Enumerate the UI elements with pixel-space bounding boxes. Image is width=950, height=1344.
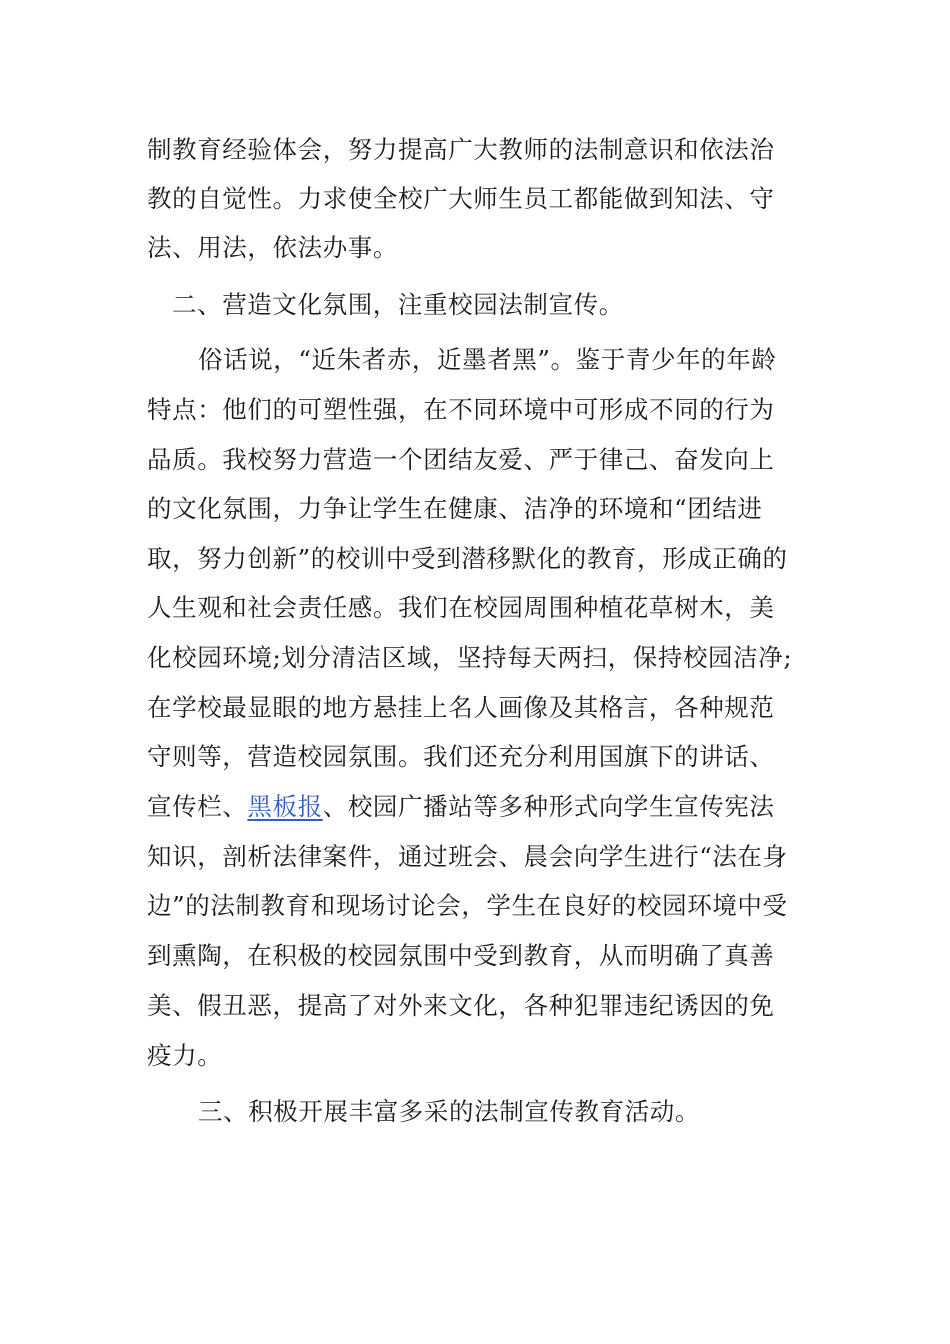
paragraph-2-line [147,691,775,725]
paragraph-2-line [147,790,775,824]
text-segment: 知识，剖析法律案件，通过班会、晨会向学生进行“法在身 [147,842,788,871]
paragraph-2-line [147,591,775,625]
paragraph-2-line [147,840,788,874]
paragraph-1-line [147,133,775,167]
paragraph-2-line [147,393,775,427]
text-segment: 到熏陶，在积极的校园氛围中受到教育，从而明确了真善 [147,941,775,970]
text-segment: 在学校最显眼的地方悬挂上名人画像及其格言，各种规范 [147,693,775,722]
text-segment: 取，努力创新”的校训中受到潜移默化的教育，形成正确的 [147,544,788,573]
blackboard-newspaper-link[interactable]: 黑板报 [247,792,323,821]
paragraph-2-line [147,989,775,1023]
text-segment: 三、积极开展丰富多采的法制宣传教育活动。 [198,1097,700,1126]
paragraph-2-line [198,343,776,377]
text-segment: 化校园环境;划分清洁区域，坚持每天两扫，保持校园洁净; [147,643,793,672]
text-segment: 俗话说，“近朱者赤，近墨者黑”。鉴于青少年的年龄 [198,345,777,374]
paragraph-2-line [147,1039,222,1073]
text-segment: 疫力。 [147,1041,223,1070]
text-segment: 美、假丑恶，提高了对外来文化，各种犯罪违纪诱因的免 [147,991,775,1020]
text-segment: 宣传栏、 [147,792,248,821]
paragraph-1-line [147,182,775,216]
text-segment: 法、用法，依法办事。 [147,233,398,262]
text-segment: 、校园广播站等多种形式向学生宣传宪法 [322,792,775,821]
text-segment: 边”的法制教育和现场讨论会，学生在良好的校园环境中受 [147,891,788,920]
section-heading-2 [172,288,624,322]
paragraph-2-line [147,492,763,526]
text-segment: 守则等，营造校园氛围。我们还充分利用国旗下的讲话、 [147,742,775,771]
paragraph-2-line [147,542,788,576]
text-segment: 二、营造文化氛围，注重校园法制宣传。 [172,290,624,319]
text-segment: 教的自觉性。力求使全校广大师生员工都能做到知法、守 [147,184,775,213]
text-segment: 的文化氛围，力争让学生在健康、洁净的环境和“团结进 [147,494,763,523]
paragraph-2-line [147,889,788,923]
paragraph-1-line [147,231,398,265]
text-segment: 品质。我校努力营造一个团结友爱、严于律己、奋发向上 [147,445,775,474]
paragraph-2-line [147,740,775,774]
text-segment: 制教育经验体会，努力提高广大教师的法制意识和依法治 [147,135,775,164]
paragraph-2-line [147,641,792,675]
text-segment: 人生观和社会责任感。我们在校园周围种植花草树木，美 [147,593,775,622]
paragraph-2-line [147,443,775,477]
text-segment: 特点：他们的可塑性强，在不同环境中可形成不同的行为 [147,395,775,424]
section-heading-3 [198,1095,700,1129]
paragraph-2-line [147,939,775,973]
